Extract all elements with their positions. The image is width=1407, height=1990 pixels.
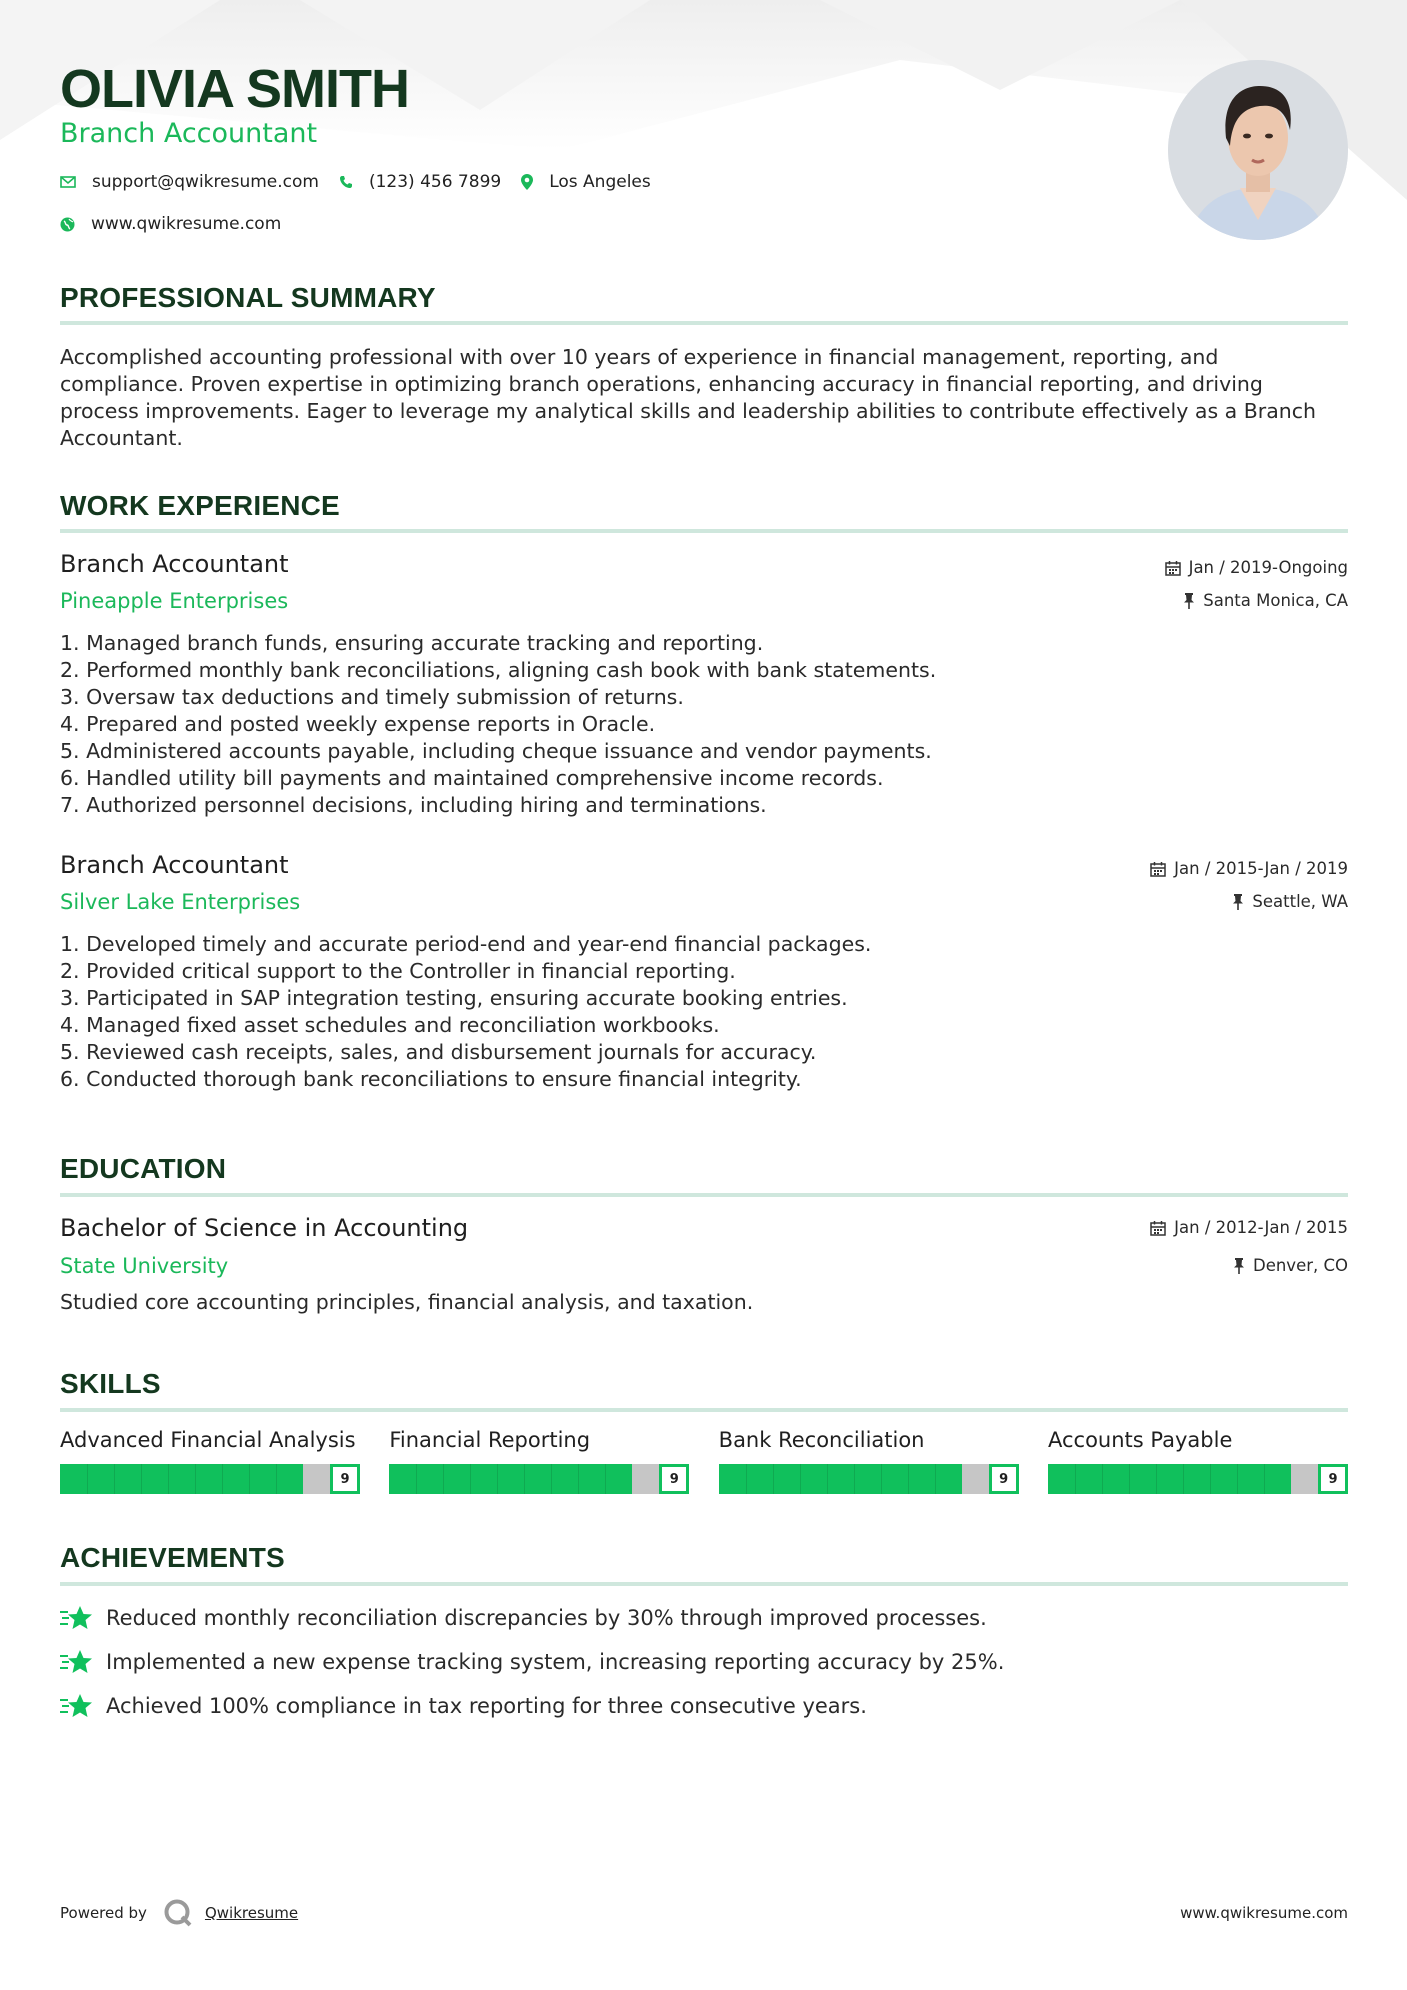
skill-rating: 9 — [659, 1464, 689, 1494]
achievement-item — [60, 1648, 1004, 1676]
skill-bar-segment — [551, 1464, 552, 1494]
skill-bar-segment — [87, 1464, 88, 1494]
experience-divider — [60, 529, 1348, 533]
skill-rating: 9 — [989, 1464, 1019, 1494]
list-item: 4. Prepared and posted weekly expense reports in Oracle. — [60, 712, 656, 736]
job-company: Pineapple Enterprises — [60, 589, 289, 613]
skill-name: Advanced Financial Analysis — [60, 1428, 356, 1452]
skill-name: Bank Reconciliation — [718, 1428, 925, 1452]
job-company: Silver Lake Enterprises — [60, 890, 301, 914]
skill-bar-fill — [389, 1464, 632, 1494]
skill-bar-segment — [1183, 1464, 1184, 1494]
skill-bar — [389, 1464, 689, 1494]
summary-heading: PROFESSIONAL SUMMARY — [60, 282, 436, 313]
education-location — [1233, 1256, 1348, 1275]
footer-url[interactable]: www.qwikresume.com — [1180, 1904, 1348, 1922]
skill-bar-segment — [276, 1464, 277, 1494]
footer — [60, 1898, 1348, 1928]
job-location — [1232, 892, 1348, 911]
email-icon — [60, 176, 76, 188]
contact-website[interactable] — [60, 214, 281, 234]
job-responsibilities — [60, 630, 1348, 819]
education-heading: EDUCATION — [60, 1153, 227, 1184]
calendar-icon — [1165, 560, 1181, 576]
skill-rating: 9 — [1318, 1464, 1348, 1494]
phone-icon — [339, 175, 353, 189]
skill-rating: 9 — [330, 1464, 360, 1494]
skill-bar-segment — [470, 1464, 471, 1494]
contact-row — [60, 172, 671, 192]
skill-item — [1048, 1428, 1348, 1494]
star-icon — [60, 1648, 94, 1676]
skill-bar-segment — [854, 1464, 855, 1494]
list-item: 3. Participated in SAP integration testing, ensuring accurate booking entries. — [60, 986, 848, 1010]
summary-line: process improvements. Eager to leverage my analytical skills and leadership abilities to contribute effectively as a Branch — [60, 399, 1317, 423]
job-location-text: Seattle, WA — [1252, 892, 1348, 911]
qwikresume-logo-icon — [163, 1898, 193, 1928]
skill-bar-segment — [827, 1464, 828, 1494]
skill-item — [389, 1428, 689, 1494]
job-dates-text: Jan / 2019-Ongoing — [1188, 558, 1348, 577]
powered-by-label: Powered by — [60, 1904, 147, 1922]
job-dates-text: Jan / 2015-Jan / 2019 — [1174, 859, 1348, 878]
skill-bar-segment — [443, 1464, 444, 1494]
skill-bar-segment — [1210, 1464, 1211, 1494]
skill-bar — [60, 1464, 360, 1494]
skill-item — [719, 1428, 1019, 1494]
candidate-name: OLIVIA SMITH — [60, 59, 409, 119]
skill-bar-segment — [195, 1464, 196, 1494]
summary-line: Accountant. — [60, 426, 183, 450]
skill-bar-segment — [497, 1464, 498, 1494]
education-description: Studied core accounting principles, financial analysis, and taxation. — [60, 1290, 754, 1314]
skill-name: Accounts Payable — [1047, 1428, 1233, 1452]
calendar-icon — [1150, 861, 1166, 877]
skills-divider — [60, 1408, 1348, 1412]
job-title: Branch Accountant — [60, 550, 289, 578]
skill-bar-segment — [1129, 1464, 1130, 1494]
powered-by — [60, 1898, 298, 1928]
star-icon — [60, 1692, 94, 1720]
skills-list — [60, 1428, 1348, 1494]
skill-bar-fill — [1048, 1464, 1291, 1494]
contact-email[interactable] — [60, 172, 319, 192]
summary-divider — [60, 321, 1348, 325]
education-dates-text: Jan / 2012-Jan / 2015 — [1174, 1218, 1348, 1237]
list-item: 5. Administered accounts payable, including cheque issuance and vendor payments. — [60, 739, 932, 763]
job-dates — [1165, 558, 1348, 577]
skill-bar-segment — [746, 1464, 747, 1494]
skill-bar-segment — [114, 1464, 115, 1494]
website-text: www.qwikresume.com — [91, 214, 282, 234]
portrait-image — [1168, 60, 1348, 240]
summary-line: Accomplished accounting professional with over 10 years of experience in financial management, reporting, and — [60, 345, 1219, 369]
star-icon — [60, 1604, 94, 1632]
skill-item — [60, 1428, 360, 1494]
list-item: 1. Developed timely and accurate period-end and year-end financial packages. — [60, 932, 872, 956]
degree-title: Bachelor of Science in Accounting — [60, 1214, 469, 1242]
job-location-text: Santa Monica, CA — [1203, 591, 1348, 610]
skill-bar-segment — [800, 1464, 801, 1494]
job-dates — [1150, 859, 1348, 878]
skill-bar — [1048, 1464, 1348, 1494]
list-item: 5. Reviewed cash receipts, sales, and disbursement journals for accuracy. — [60, 1040, 817, 1064]
education-divider — [60, 1193, 1348, 1197]
map-marker-icon — [521, 174, 533, 190]
job-title: Branch Accountant — [60, 851, 289, 879]
skill-bar-segment — [1075, 1464, 1076, 1494]
contact-location — [521, 172, 651, 192]
skill-bar-track — [389, 1464, 659, 1494]
skills-heading: SKILLS — [60, 1368, 161, 1399]
list-item: 4. Managed fixed asset schedules and reconciliation workbooks. — [60, 1013, 720, 1037]
calendar-icon — [1150, 1220, 1166, 1236]
list-item: 3. Oversaw tax deductions and timely submission of returns. — [60, 685, 684, 709]
skill-bar-segment — [141, 1464, 142, 1494]
achievement-text: Reduced monthly reconciliation discrepancies by 30% through improved processes. — [106, 1606, 987, 1630]
skill-name: Financial Reporting — [389, 1428, 591, 1452]
summary-line: compliance. Proven expertise in optimizing branch operations, enhancing accuracy in financial reporting, and driving — [60, 372, 1263, 396]
skill-bar-track — [1048, 1464, 1318, 1494]
skill-bar-segment — [908, 1464, 909, 1494]
location-text: Los Angeles — [549, 172, 651, 192]
skill-bar-segment — [1102, 1464, 1103, 1494]
school-name: State University — [60, 1254, 229, 1278]
skill-bar-segment — [773, 1464, 774, 1494]
skill-bar-segment — [881, 1464, 882, 1494]
achievement-text: Implemented a new expense tracking system, increasing reporting accuracy by 25%. — [106, 1650, 1005, 1674]
skill-bar-segment — [1237, 1464, 1238, 1494]
list-item: 6. Conducted thorough bank reconciliations to ensure financial integrity. — [60, 1067, 802, 1091]
skill-bar-segment — [578, 1464, 579, 1494]
qwikresume-link[interactable]: Qwikresume — [204, 1904, 299, 1922]
skill-bar-track — [60, 1464, 330, 1494]
profile-photo — [1168, 60, 1348, 240]
contact-phone[interactable] — [339, 172, 501, 192]
experience-heading: WORK EXPERIENCE — [60, 490, 340, 521]
pin-icon — [1183, 593, 1195, 609]
skill-bar-segment — [1156, 1464, 1157, 1494]
pin-icon — [1232, 894, 1244, 910]
list-item: 2. Provided critical support to the Controller in financial reporting. — [60, 959, 736, 983]
skill-bar-track — [719, 1464, 989, 1494]
list-item: 1. Managed branch funds, ensuring accurate tracking and reporting. — [60, 631, 764, 655]
skill-bar — [719, 1464, 1019, 1494]
education-location-text: Denver, CO — [1252, 1256, 1348, 1275]
job-responsibilities — [60, 931, 1348, 1093]
job-location — [1183, 591, 1348, 610]
skill-bar-fill — [60, 1464, 303, 1494]
skill-bar-fill — [719, 1464, 962, 1494]
skill-bar-segment — [605, 1464, 606, 1494]
education-dates — [1150, 1218, 1348, 1237]
skill-bar-segment — [416, 1464, 417, 1494]
phone-text: (123) 456 7899 — [368, 172, 502, 192]
pin-icon — [1233, 1258, 1245, 1274]
achievement-item — [60, 1604, 987, 1632]
achievement-item — [60, 1692, 867, 1720]
list-item: 2. Performed monthly bank reconciliations, aligning cash book with bank statements. — [60, 658, 937, 682]
globe-icon — [60, 217, 75, 232]
skill-bar-segment — [1264, 1464, 1265, 1494]
achievements-heading: ACHIEVEMENTS — [60, 1542, 285, 1573]
skill-bar-segment — [249, 1464, 250, 1494]
skill-bar-segment — [222, 1464, 223, 1494]
email-text: support@qwikresume.com — [92, 172, 319, 192]
candidate-title: Branch Accountant — [60, 118, 318, 149]
skill-bar-segment — [168, 1464, 169, 1494]
list-item: 7. Authorized personnel decisions, including hiring and terminations. — [60, 793, 767, 817]
summary-text — [60, 344, 1348, 452]
skill-bar-segment — [524, 1464, 525, 1494]
achievement-text: Achieved 100% compliance in tax reporting for three consecutive years. — [106, 1694, 867, 1718]
skill-bar-segment — [935, 1464, 936, 1494]
achievements-divider — [60, 1582, 1348, 1586]
list-item: 6. Handled utility bill payments and maintained comprehensive income records. — [60, 766, 884, 790]
